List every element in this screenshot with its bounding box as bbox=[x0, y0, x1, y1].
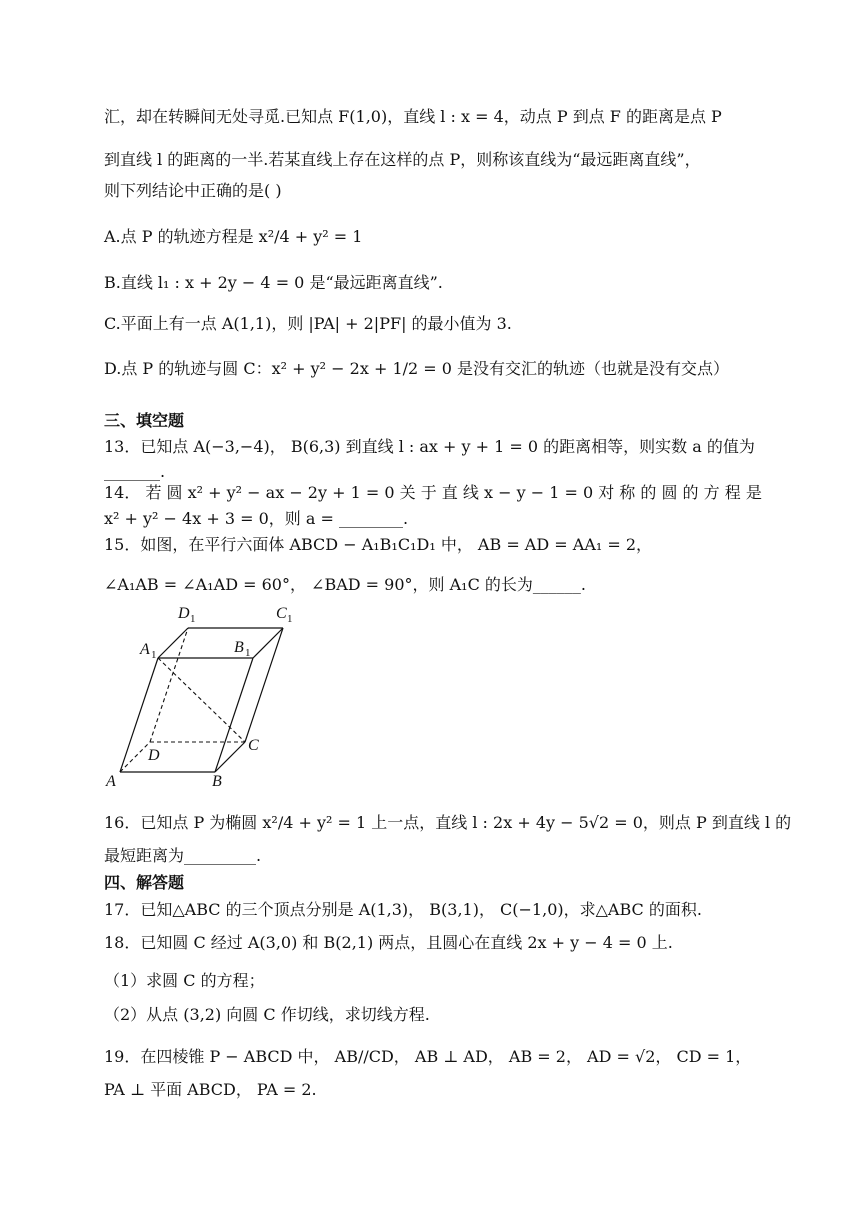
label-a1: A bbox=[140, 641, 150, 658]
parallelepiped-diagram bbox=[100, 600, 310, 790]
option-c: C.平面上有一点 A(1,1)，则 |PA| + 2|PF| 的最小值为 3. bbox=[104, 314, 512, 333]
question-15: 15．如图，在平行六面体 ABCD − A₁B₁C₁D₁ 中， AB = AD = AA₁ = 2， bbox=[104, 535, 653, 554]
option-a: A.点 P 的轨迹方程是 x²/4 + y² = 1 bbox=[104, 227, 363, 246]
label-b1: B bbox=[234, 639, 244, 656]
label-b1-sub: 1 bbox=[245, 647, 251, 659]
parallelepiped-figure bbox=[100, 600, 310, 790]
question-18-part-1: （1）求圆 C 的方程； bbox=[104, 971, 265, 990]
label-b: B bbox=[212, 773, 222, 790]
label-d: D bbox=[148, 747, 160, 764]
section-heading: 三、填空题 bbox=[104, 411, 185, 430]
text-line: 汇，却在转瞬间无处寻觅.已知点 F(1,0)，直线 l : x = 4，动点 P 到点 F 的距离是点 P bbox=[104, 107, 722, 126]
question-18: 18．已知圆 C 经过 A(3,0) 和 B(2,1) 两点，且圆心在直线 2x + y − 4 = 0 上. bbox=[104, 933, 673, 952]
section-heading: 四、解答题 bbox=[104, 873, 185, 892]
question-14: 14． 若 圆 x² + y² − ax − 2y + 1 = 0 关 于 直 线 x − y − 1 = 0 对 称 的 圆 的 方 程 是 bbox=[104, 483, 762, 502]
question-14-cont: x² + y² − 4x + 3 = 0，则 a = ________. bbox=[104, 509, 409, 528]
text-line: 则下列结论中正确的是( ) bbox=[104, 181, 282, 200]
text-line: 到直线 l 的距离的一半.若某直线上存在这样的点 P，则称该直线为“最远距离直线”， bbox=[104, 150, 701, 169]
label-a1-sub: 1 bbox=[151, 649, 157, 661]
label-c1-sub: 1 bbox=[287, 613, 293, 625]
label-c1: C bbox=[276, 605, 287, 622]
option-d: D.点 P 的轨迹与圆 C：x² + y² − 2x + 1/2 = 0 是没有交汇的轨迹（也就是没有交点） bbox=[104, 359, 730, 378]
question-17: 17．已知△ABC 的三个顶点分别是 A(1,3)， B(3,1)， C(−1,0)，求△ABC 的面积. bbox=[104, 900, 702, 919]
question-19: 19．在四棱锥 P − ABCD 中， AB//CD， AB ⊥ AD， AB = 2， AD = √2， CD = 1， bbox=[104, 1047, 752, 1066]
question-13: 13．已知点 A(−3,−4)， B(6,3) 到直线 l : ax + y + 1 = 0 的距离相等，则实数 a 的值为 bbox=[104, 437, 755, 456]
question-16-cont: 最短距离为_________. bbox=[104, 846, 262, 865]
question-13-blank: _______. bbox=[104, 462, 166, 481]
label-d1-sub: 1 bbox=[190, 613, 196, 625]
option-b: B.直线 l₁ : x + 2y − 4 = 0 是“最远距离直线”. bbox=[104, 273, 443, 292]
question-16: 16．已知点 P 为椭圆 x²/4 + y² = 1 上一点，直线 l : 2x + 4y − 5√2 = 0，则点 P 到直线 l 的 bbox=[104, 813, 792, 832]
label-a: A bbox=[106, 773, 116, 790]
question-15-cont: ∠A₁AB = ∠A₁AD = 60°， ∠BAD = 90°，则 A₁C 的长为______. bbox=[104, 575, 587, 594]
label-d1: D bbox=[178, 605, 190, 622]
label-c: C bbox=[248, 737, 259, 754]
question-19-cont: PA ⊥ 平面 ABCD， PA = 2. bbox=[104, 1080, 317, 1099]
question-18-part-2: （2）从点 (3,2) 向圆 C 作切线，求切线方程. bbox=[104, 1005, 430, 1024]
